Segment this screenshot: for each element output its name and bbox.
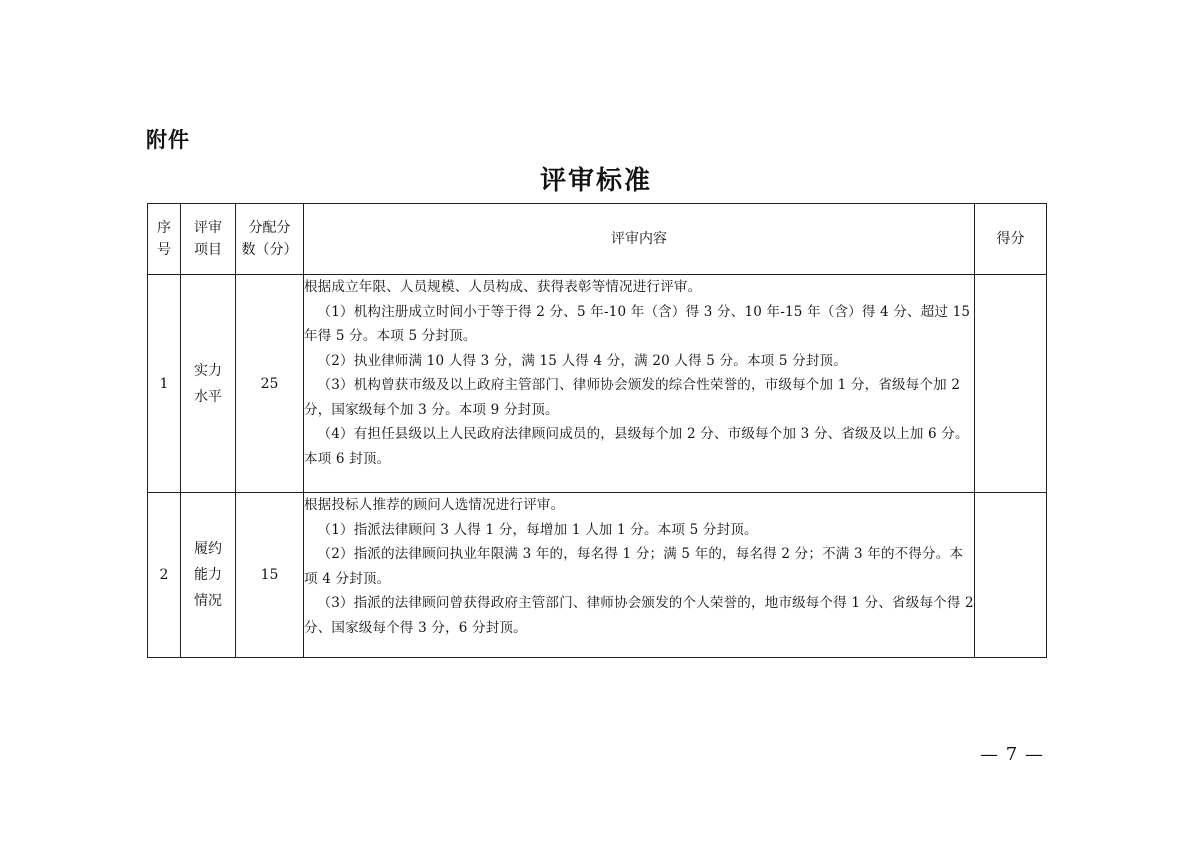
content-line: （2）执业律师满 10 人得 3 分，满 15 人得 4 分，满 20 人得 5 分。本项 5 分封顶。 xyxy=(317,352,847,369)
content-line: （4）有担任县级以上人民政府法律顾问成员的，县级每个加 2 分、市级每个加 3 分、省级及以上加 6 分。本项 6 封顶。 xyxy=(304,426,969,467)
row-score-obtained xyxy=(975,493,1047,658)
content-line: （3）指派的法律顾问曾获得政府主管部门、律师协会颁发的个人荣誉的，地市级每个得 1 分、省级每个得 2 分、国家级每个得 3 分，6 分封顶。 xyxy=(304,595,974,636)
evaluation-criteria-table xyxy=(147,203,1047,658)
row-review-item: 实力 水平 xyxy=(181,275,236,493)
content-line: （3）机构曾获市级及以上政府主管部门、律师协会颁发的综合性荣誉的，市级每个加 1 分，省级每个加 2 分，国家级每个加 3 分。本项 9 分封顶。 xyxy=(304,377,961,418)
header-review-content: 评审内容 xyxy=(304,204,975,275)
row-serial-number: 2 xyxy=(148,493,181,658)
header-allocated-score: 分配分 数（分） xyxy=(236,204,304,275)
row-serial-number: 1 xyxy=(148,275,181,493)
row-review-content xyxy=(304,275,975,493)
content-line: （1）指派法律顾问 3 人得 1 分，每增加 1 人加 1 分。本项 5 分封顶。 xyxy=(317,521,758,538)
content-line: 根据投标人推荐的顾问人选情况进行评审。 xyxy=(304,497,565,513)
row-allocated-score: 15 xyxy=(236,493,304,658)
row-allocated-score: 25 xyxy=(236,275,304,493)
page-number: — 7 — xyxy=(980,744,1044,765)
content-line: （2）指派的法律顾问执业年限满 3 年的，每名得 1 分；满 5 年的，每名得 2 分；不满 3 年的不得分。本项 4 分封顶。 xyxy=(304,546,964,587)
table-row xyxy=(148,275,1047,493)
header-review-item: 评审 项目 xyxy=(181,204,236,275)
row-review-item: 履约 能力 情况 xyxy=(181,493,236,658)
table-row xyxy=(148,493,1047,658)
table-header-row xyxy=(148,204,1047,275)
row-score-obtained xyxy=(975,275,1047,493)
header-serial-number: 序 号 xyxy=(148,204,181,275)
content-line: 根据成立年限、人员规模、人员构成、获得表彰等情况进行评审。 xyxy=(304,279,702,295)
header-score-obtained: 得分 xyxy=(975,204,1047,275)
row-review-content xyxy=(304,493,975,658)
attachment-label: 附件 xyxy=(146,128,190,152)
content-line: （1）机构注册成立时间小于等于得 2 分、5 年-10 年（含）得 3 分、10 年-15 年（含）得 4 分、超过 15 年得 5 分。本项 5 分封顶。 xyxy=(304,303,971,344)
page-title: 评审标准 xyxy=(539,166,652,196)
